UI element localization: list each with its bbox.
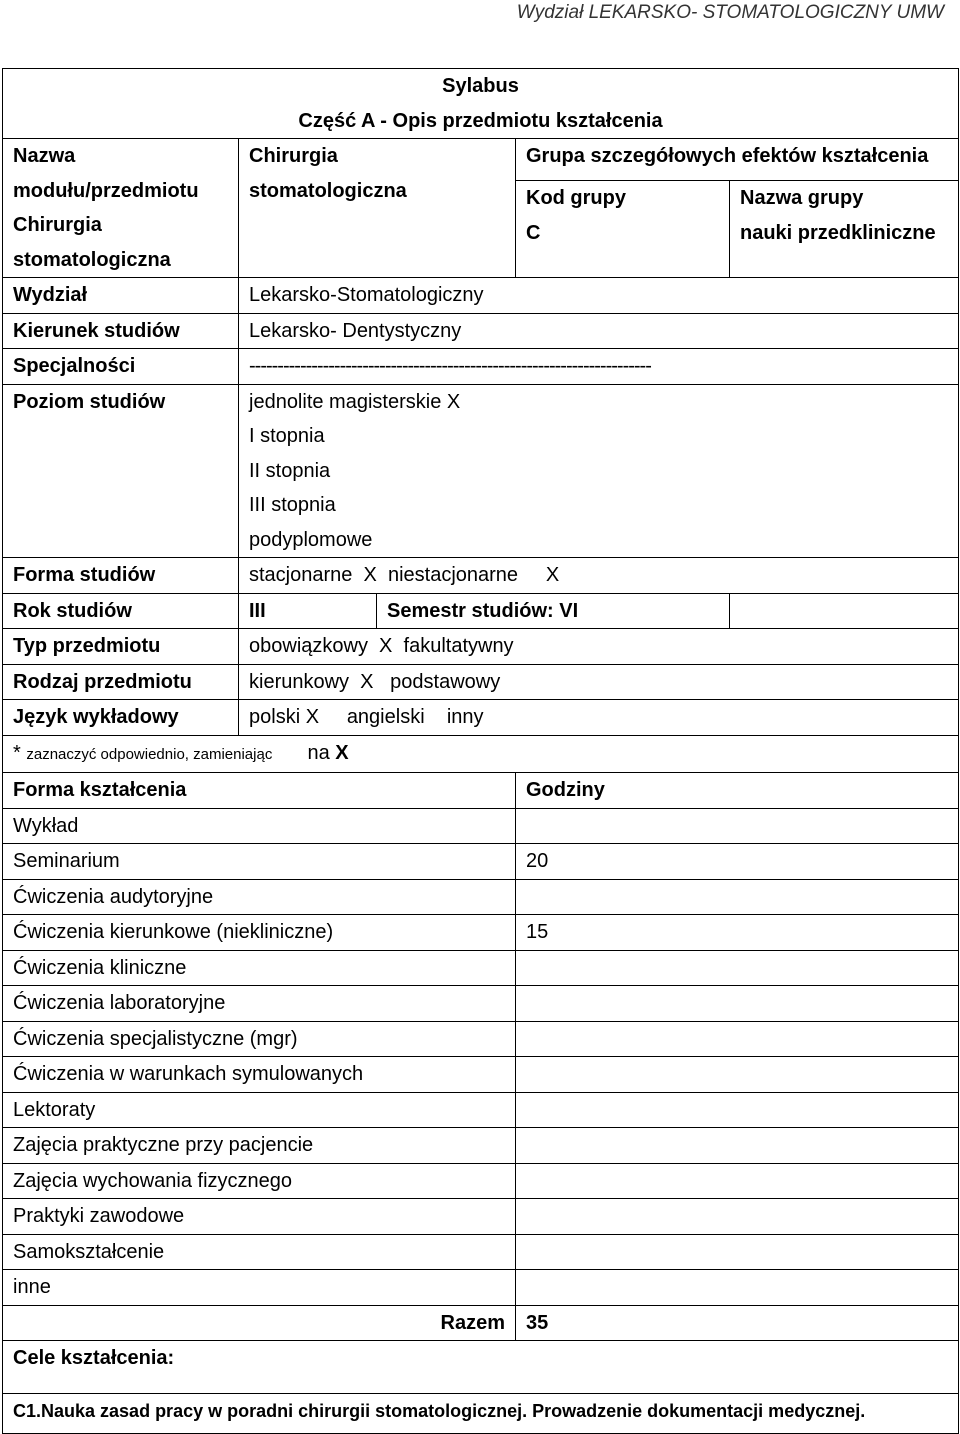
hours-value — [516, 1021, 959, 1057]
kind-label: Rodzaj przedmiotu — [3, 664, 239, 700]
specialty-label: Specjalności — [3, 349, 239, 385]
hours-value — [516, 1092, 959, 1128]
hours-value — [516, 1128, 959, 1164]
goals-label: Cele kształcenia: — [3, 1341, 959, 1394]
hours-value — [516, 986, 959, 1022]
module-name: Chirurgia stomatologiczna — [239, 139, 516, 278]
hours-value — [516, 1057, 959, 1093]
hours-row: Ćwiczenia kliniczne — [3, 950, 516, 986]
hours-row: Ćwiczenia laboratoryjne — [3, 986, 516, 1022]
hours-value — [516, 1234, 959, 1270]
hours-row: Praktyki zawodowe — [3, 1199, 516, 1235]
hours-col-form: Forma kształcenia — [3, 773, 516, 809]
goal-c1: C1.Nauka zasad pracy w poradni chirurgii stomatologicznej. Prowadzenie dokumentacji medycznej. — [3, 1394, 959, 1434]
group-code: Kod grupy C — [516, 181, 730, 278]
hours-value — [516, 1163, 959, 1199]
hours-value: 15 — [516, 915, 959, 951]
level-options: jednolite magisterskie X I stopnia II stopnia III stopnia podyplomowe — [239, 384, 959, 558]
direction-value: Lekarsko- Dentystyczny — [239, 313, 959, 349]
year-empty-cell — [730, 593, 959, 629]
hours-row: Zajęcia praktyczne przy pacjencie — [3, 1128, 516, 1164]
hours-row: Zajęcia wychowania fizycznego — [3, 1163, 516, 1199]
page-header: Wydział LEKARSKO- STOMATOLOGICZNY UMW — [516, 2, 944, 23]
hours-value — [516, 1199, 959, 1235]
faculty-value: Lekarsko-Stomatologiczny — [239, 278, 959, 314]
group-name: Nazwa grupy nauki przedkliniczne — [730, 181, 959, 278]
hours-value — [516, 1270, 959, 1306]
type-label: Typ przedmiotu — [3, 629, 239, 665]
module-label: Nazwa modułu/przedmiotu Chirurgia stomatologiczna — [3, 139, 239, 278]
hours-row: Lektoraty — [3, 1092, 516, 1128]
direction-label: Kierunek studiów — [3, 313, 239, 349]
year-value: III — [239, 593, 377, 629]
hours-value: 20 — [516, 844, 959, 880]
specialty-value: ----------------------------------------------------------------------- — [239, 349, 959, 385]
hours-col-hours: Godziny — [516, 773, 959, 809]
type-value: obowiązkowy X fakultatywny — [239, 629, 959, 665]
kind-value: kierunkowy X podstawowy — [239, 664, 959, 700]
syllabus-title: Sylabus Część A - Opis przedmiotu kształcenia — [3, 69, 959, 139]
year-label: Rok studiów — [3, 593, 239, 629]
hours-value — [516, 808, 959, 844]
hours-row: inne — [3, 1270, 516, 1306]
semester-value: Semestr studiów: VI — [377, 593, 730, 629]
note: * zaznaczyć odpowiednio, zamieniając na X — [3, 735, 959, 773]
hours-row: Ćwiczenia w warunkach symulowanych — [3, 1057, 516, 1093]
hours-row: Wykład — [3, 808, 516, 844]
group-header: Grupa szczegółowych efektów kształcenia — [516, 139, 959, 181]
language-value: polski X angielski inny — [239, 700, 959, 736]
total-value: 35 — [516, 1305, 959, 1341]
form-label: Forma studiów — [3, 558, 239, 594]
hours-row: Ćwiczenia audytoryjne — [3, 879, 516, 915]
hours-value — [516, 950, 959, 986]
form-value: stacjonarne X niestacjonarne X — [239, 558, 959, 594]
syllabus-table — [2, 68, 959, 1434]
syllabus-subtitle: Część A - Opis przedmiotu kształcenia — [298, 109, 663, 132]
hours-row: Seminarium — [3, 844, 516, 880]
language-label: Język wykładowy — [3, 700, 239, 736]
hours-row: Samokształcenie — [3, 1234, 516, 1270]
hours-row: Ćwiczenia kierunkowe (niekliniczne) — [3, 915, 516, 951]
total-label: Razem — [3, 1305, 516, 1341]
hours-value — [516, 879, 959, 915]
faculty-label: Wydział — [3, 278, 239, 314]
level-label: Poziom studiów — [3, 384, 239, 558]
hours-row: Ćwiczenia specjalistyczne (mgr) — [3, 1021, 516, 1057]
